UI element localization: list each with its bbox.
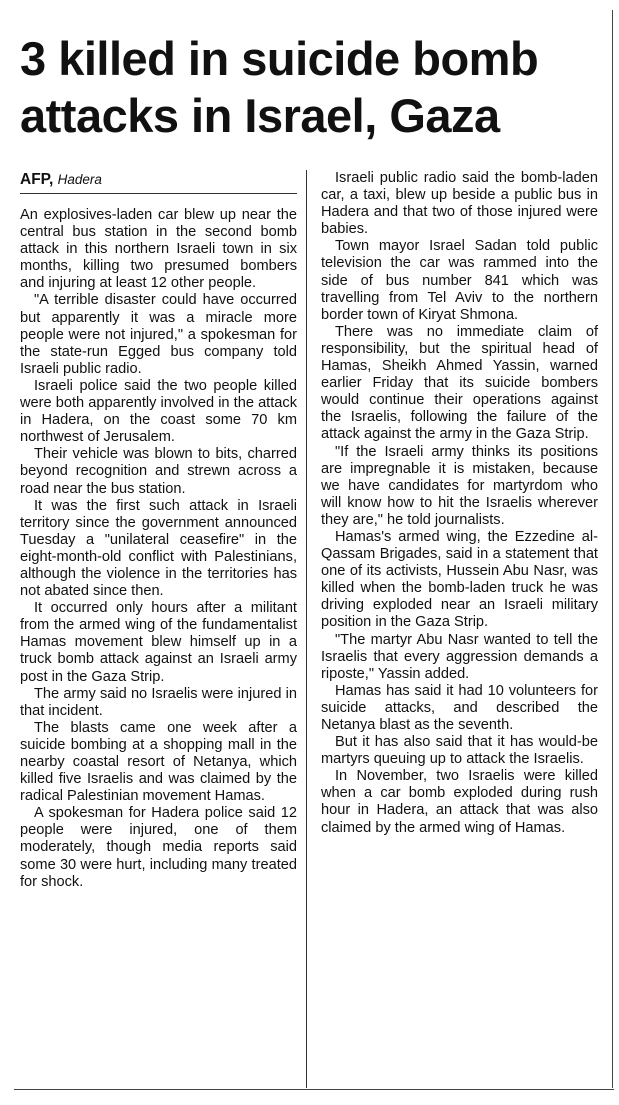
right-border-rule <box>612 10 613 1088</box>
paragraph: In November, two Israelis were killed when a car bomb exploded during rush hour in Hadera, an attack that was also claimed by the armed wing of Hamas. <box>321 768 598 836</box>
paragraph: Town mayor Israel Sadan told public television the car was rammed into the side of bus number 841 which was travelling from Tel Aviv to the northern border town of Kiryat Shmona. <box>321 238 598 323</box>
paragraph: A spokesman for Hadera police said 12 people were injured, one of them moderately, though media reports said some 30 were hurt, including many treated for shock. <box>20 805 297 890</box>
paragraph: "If the Israeli army thinks its positions are impregnable it is mistaken, because we have candidates for martyrdom who will know how to hit the Israelis wherever they are," he told journalists. <box>321 443 598 528</box>
paragraph: The army said no Israelis were injured in that incident. <box>20 685 297 719</box>
bottom-border-rule <box>14 1089 614 1090</box>
byline-place: Hadera <box>57 172 102 187</box>
paragraph: An explosives-laden car blew up near the central bus station in the second bomb attack in this northern Israeli town in six months, killing two presumed bombers and injuring at least 12 other people. <box>20 207 297 292</box>
paragraph: Israeli police said the two people killed were both apparently involved in the attack in Hadera, on the coast some 70 km northwest of Jerusalem. <box>20 377 297 446</box>
paragraph: Hamas's armed wing, the Ezzedine al-Qassam Brigades, said in a statement that one of its activists, Hussein Abu Nasr, was killed when the bomb-laden truck he was driving exploded near an Israeli military position in the Gaza Strip. <box>321 528 598 631</box>
paragraph: There was no immediate claim of responsibility, but the spiritual head of Hamas, Sheikh Ahmed Yassin, warned earlier Friday that its suicide bombers would continue their operations against the Israelis, following the failure of the attack against the army in the Gaza Strip. <box>321 323 598 443</box>
paragraph: Their vehicle was blown to bits, charred beyond recognition and strewn across a road near the bus station. <box>20 446 297 497</box>
paragraph: Israeli public radio said the bomb-laden car, a taxi, blew up beside a public bus in Hadera and that two of those injured were babies. <box>321 170 598 238</box>
paragraph: Hamas has said it had 10 volunteers for suicide attacks, and described the Netanya blast as the seventh. <box>321 682 598 733</box>
paragraph: The blasts came one week after a suicide bombing at a shopping mall in the nearby coastal resort of Netanya, which killed five Israelis and was claimed by the radical Palestinian movement Hamas. <box>20 719 297 805</box>
column-divider <box>306 170 307 1088</box>
right-column <box>321 170 598 837</box>
byline-agency: AFP, <box>20 171 54 188</box>
paragraph: It occurred only hours after a militant from the armed wing of the fundamentalist Hamas movement blew himself up in a truck bomb attack against an Israeli army post in the Gaza Strip. <box>20 600 297 685</box>
byline <box>20 170 297 194</box>
left-column <box>20 170 297 891</box>
paragraph: "The martyr Abu Nasr wanted to tell the Israelis that every aggression demands a riposte," Yassin added. <box>321 631 598 682</box>
paragraph: It was the first such attack in Israeli territory since the government announced Tuesday a "unilateral ceasefire" in the eight-month-old conflict with Palestinians, although the violence in the territories has not abated since then. <box>20 497 297 600</box>
paragraph: But it has also said that it has would-be martyrs queuing up to attack the Israelis. <box>321 734 598 768</box>
headline: 3 killed in suicide bomb attacks in Israel, Gaza <box>20 32 539 142</box>
paragraph: "A terrible disaster could have occurred but apparently it was a miracle more people were not injured," a spokesman for the state-run Egged bus company told Israeli public radio. <box>20 292 297 377</box>
